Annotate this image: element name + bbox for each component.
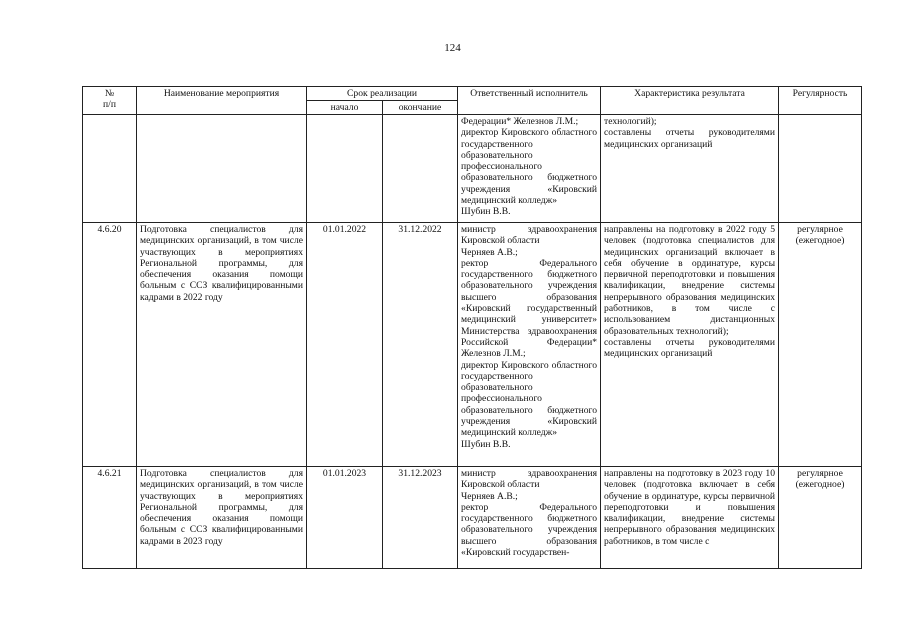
- row-start: [307, 115, 383, 223]
- header-result: Характеристика результата: [601, 87, 779, 115]
- row-name: Подготовка специалистов для медицинских организаций, в том числе участвующих в мероприятиях Региональной программы, для обеспечения оказания помощи больным с ССЗ квалифицированными кадрами в 2023 году: [137, 467, 307, 569]
- header-period: Срок реализации: [307, 87, 458, 101]
- row-start: 01.01.2023: [307, 467, 383, 569]
- header-start: начало: [307, 101, 383, 115]
- row-responsible: министр здравоохранения Кировской области Черняев А.В.; ректор Федерального государственного бюджетного образовательного учреждения высшего образования «Кировский государствен-: [458, 467, 601, 569]
- row-regularity: [779, 115, 862, 223]
- header-end: окончание: [383, 101, 458, 115]
- row-result: направлены на подготовку в 2023 году 10 человек (подготовка включает в себя обучение в ординатуре, курсы первичной переподготовки и повышения квалификации, внедрение системы непрерывного образования медицинских работников, в том числе с: [601, 467, 779, 569]
- header-responsible: Ответственный исполнитель: [458, 87, 601, 115]
- header-num: № п/п: [83, 87, 137, 115]
- table-row: [83, 115, 862, 223]
- header-row-1: [83, 87, 862, 101]
- row-num: [83, 115, 137, 223]
- row-regularity: регулярное (ежегодное): [779, 223, 862, 467]
- table-row: [83, 223, 862, 467]
- row-name: [137, 115, 307, 223]
- row-name: Подготовка специалистов для медицинских организаций, в том числе участвующих в мероприятиях Региональной программы, для обеспечения оказания помощи больным с ССЗ квалифицированными кадрами в 2022 году: [137, 223, 307, 467]
- header-name: Наименование мероприятия: [137, 87, 307, 115]
- row-end: 31.12.2023: [383, 467, 458, 569]
- page-number: 124: [444, 42, 461, 54]
- measures-table: [82, 86, 862, 569]
- row-num: 4.6.21: [83, 467, 137, 569]
- row-num: 4.6.20: [83, 223, 137, 467]
- row-result: направлены на подготовку в 2022 году 5 человек (подготовка специалистов для медицинских организаций включает в себя обучение в ординатуре, курсы первичной переподготовки и повышения квалификации, внедрение системы непрерывного образования медицинских работников, в том числе с использованием дистанционных образовательных технологий); составлены отчеты руководителями медицинских организаций: [601, 223, 779, 467]
- row-result: технологий); составлены отчеты руководителями медицинских организаций: [601, 115, 779, 223]
- row-responsible: Федерации* Железнов Л.М.; директор Кировского областного государственного образовательного профессионального образовательного бюджетного учреждения «Кировский медицинский колледж» Шубин В.В.: [458, 115, 601, 223]
- header-regularity: Регулярность: [779, 87, 862, 115]
- row-end: [383, 115, 458, 223]
- row-start: 01.01.2022: [307, 223, 383, 467]
- row-end: 31.12.2022: [383, 223, 458, 467]
- table-row: [83, 467, 862, 569]
- row-responsible: министр здравоохранения Кировской области Черняев А.В.; ректор Федерального государственного бюджетного образовательного учреждения высшего образования «Кировский государственный медицинский университет» Министерства здравоохранения Российской Федерации* Железнов Л.М.; директор Кировского областного государственного образовательного профессионального образовательного бюджетного учреждения «Кировский медицинский колледж» Шубин В.В.: [458, 223, 601, 467]
- row-regularity: регулярное (ежегодное): [779, 467, 862, 569]
